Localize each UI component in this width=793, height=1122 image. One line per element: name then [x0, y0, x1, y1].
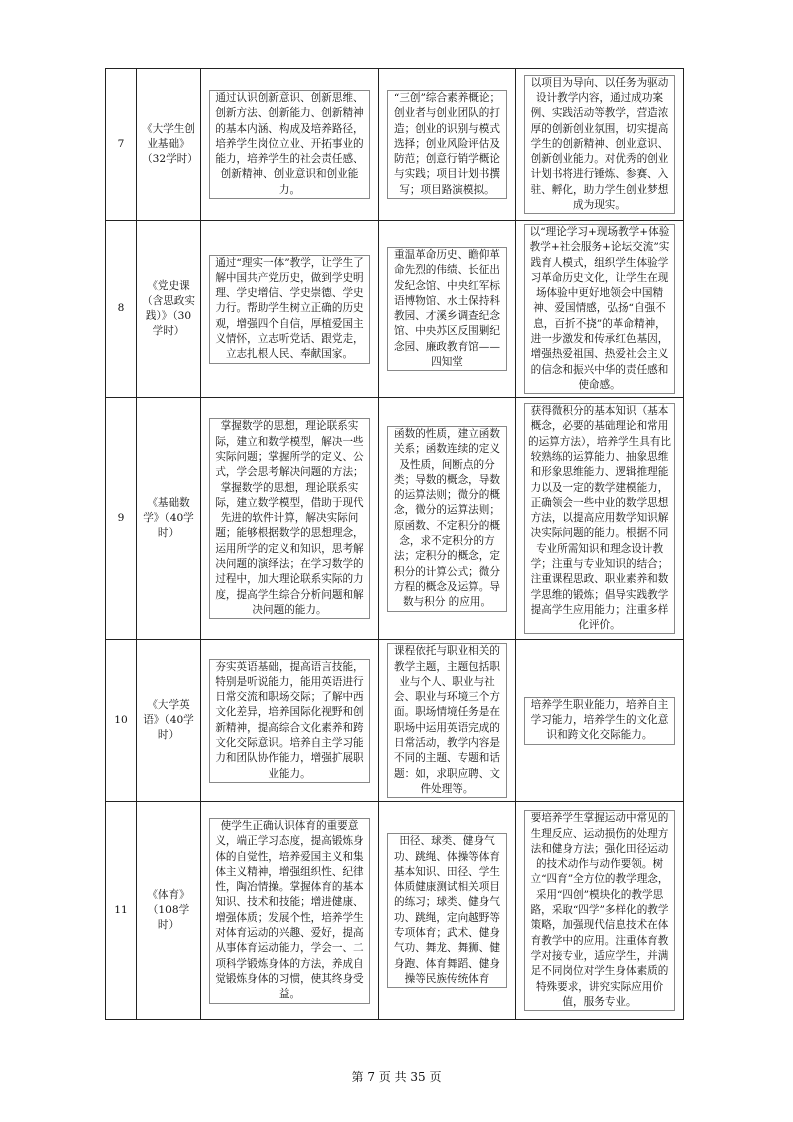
- row-number: 10: [106, 640, 137, 802]
- requirement-cell: [516, 802, 684, 1020]
- row-number: 8: [106, 221, 137, 398]
- objective-cell: [201, 802, 379, 1020]
- content-cell: [379, 221, 516, 398]
- requirement-cell: [516, 69, 684, 221]
- objective-cell: [201, 221, 379, 398]
- teaching-requirement: 以“理论学习+现场教学+体验教学+社会服务+论坛交流”实践育人模式，组织学生体验学习革命历史文化，让学生在现场体验中更好地领会中国精神、爱国情感，弘扬“自强不息，百折不挠”的革命精神，进一步激发和传承红色基因，增强热爱祖国、热爱社会主义的信念和振兴中华的责任感和使命感。: [524, 224, 675, 394]
- teaching-requirement: 培养学生职业能力，培养自主学习能力，培养学生的文化意识和跨文化交际能力。: [524, 697, 675, 745]
- requirement-cell: [516, 221, 684, 398]
- table-row: [106, 221, 684, 398]
- course-content: “三创”综合素养概论；创业者与创业团队的打造；创业的识别与模式选择；创业风险评估及防范；创意行销学概论与实践；项目计划书撰写；项目路演模拟。: [387, 90, 507, 199]
- course-name: 《大学生创业基础》（32学时）: [142, 122, 198, 166]
- teaching-requirement: 以项目为导向、以任务为驱动设计教学内容，通过成功案例、实践活动等教学，营造浓厚的创新创业氛围，切实提高学生的创新精神、创业意识、创新创业能力。对优秀的创业计划书将进行锤炼、参赛、入驻、孵化，助力学生创业梦想成为现实。: [524, 75, 675, 215]
- course-name-cell: [137, 221, 201, 398]
- table-row: [106, 640, 684, 802]
- course-objective: 掌握数学的思想，理论联系实际，建立和数学模型，解决一些实际问题；掌握所学的定义、公式，学会思考解决问题的方法；掌握数学的思想，理论联系实际，建立数学模型，借助于现代先进的软件计算，解决实际问题；能够根据数学的思想理念，运用所学的定义和知识，思考解决问题的演绎法；在学习数学的过程中，加大理论联系实际的力度，提高学生综合分析问题和解决问题的能力。: [209, 418, 370, 619]
- row-number: 11: [106, 802, 137, 1020]
- course-name-cell: [137, 802, 201, 1020]
- teaching-requirement: 获得微积分的基本知识（基本概念，必要的基础理论和常用的运算方法），培养学生具有比较熟练的运算能力、抽象思维和形象思维能力、逻辑推理能力以及一定的数学建模能力，正确领会一些中业的数学思想方法，以提高应用数学知识解决实际问题的能力。根据不同专业所需知识和理念设计教学；注重与专业知识的结合；注重课程思政、职业素养和数学思维的锻炼；倡导实践教学提高学生应用能力；注重多样化评价。: [524, 403, 675, 634]
- course-objective: 使学生正确认识体育的重要意义，端正学习态度，提高锻炼身体的自觉性，培养爱国主义和集体主义精神，增强组织性、纪律性，陶冶情操。掌握体育的基本知识、技术和技能；增进健康、增强体质；发展个性，培养学生对体育运动的兴趣、爱好，提高从事体育运动能力，学会一、二项科学锻炼身体的方法，养成自觉锻炼身体的习惯，使其终身受益。: [209, 818, 370, 1004]
- course-name-cell: [137, 640, 201, 802]
- course-objective: 夯实英语基础，提高语言技能，特别是听说能力，能用英语进行日常交流和职场交际；了解中西文化差异，培养国际化视野和创新精神，提高综合文化素养和跨文化交际意识。培养自主学习能力和团队协作能力，增强扩展职业能力。: [209, 659, 370, 783]
- course-name: 《党史课（含思政实践）》（30学时）: [142, 279, 195, 338]
- course-objective: 通过认识创新意识、创新思维、创新方法、创新能力、创新精神的基本内涵、构成及培养路径，培养学生岗位立业、开拓事业的能力，培养学生的社会责任感、创新精神、创业意识和创业能力。: [209, 90, 370, 199]
- row-number: 7: [106, 69, 137, 221]
- course-content: 重温革命历史、瞻仰革命先烈的伟绩、长征出发纪念馆、中央红军标语博物馆、水土保持科教园、才溪乡调查纪念馆、中央苏区反围剿纪念园、廉政教育馆——四知堂: [387, 247, 507, 371]
- content-cell: [379, 640, 516, 802]
- course-content: 课程依托与职业相关的教学主题，主题包括职业与个人、职业与社会、职业与环境三个方面。职场情境任务是在职场中运用英语完成的日常活动，教学内容是不同的主题、专题和话题：如，求职应聘、文件处理等。: [387, 643, 507, 798]
- content-cell: [379, 398, 516, 640]
- course-name-cell: [137, 398, 201, 640]
- requirement-cell: [516, 398, 684, 640]
- content-cell: [379, 69, 516, 221]
- objective-cell: [201, 640, 379, 802]
- table-row: [106, 69, 684, 221]
- page-number: 第 7 页 共 35 页: [351, 1070, 442, 1084]
- content-cell: [379, 802, 516, 1020]
- course-name: 《体育》（108学时）: [147, 888, 190, 932]
- course-content: 函数的性质，建立函数关系；函数连续的定义及性质，间断点的分类；导数的概念，导数的运算法则；微分的概念，微分的运算法则；原函数、不定积分的概念，求不定积分的方法；定积分的概念，定积分的计算公式；微分方程的概念及运算。导数与积分 的应用。: [387, 426, 507, 612]
- course-name: 《基础数学》（40学时）: [143, 496, 194, 540]
- row-number: 9: [106, 398, 137, 640]
- table-row: [106, 802, 684, 1020]
- course-table: [105, 68, 684, 1020]
- teaching-requirement: 要培养学生掌握运动中常见的生理反应、运动损伤的处理方法和健身方法；强化田径运动的技术动作与动作要领。树立“四育”全方位的教学理念，采用“四创”模块化的教学思路，采取“四学”多样化的教学策略，加强现代信息技术在体育教学中的应用。注重体育教学对接专业，适应学生，并满足不同岗位对学生身体素质的特殊要求，讲究实际应用价值，服务专业。: [524, 810, 675, 1011]
- course-name: 《大学英语》（40学时）: [143, 698, 194, 742]
- course-objective: 通过“理实一体”教学，让学生了解中国共产党历史，做到学史明理、学史增信、学史崇德、学史力行。帮助学生树立正确的历史观，增强四个自信，厚植爱国主义情怀，立志听党话、跟党走，立志扎根人民、奉献国家。: [209, 255, 370, 364]
- objective-cell: [201, 69, 379, 221]
- course-content: 田径、球类、健身气功、跳绳、体操等体育基本知识、田径、学生体质健康测试相关项目的练习；球类、健身气功、跳绳，定向越野等专项体育；武术、健身气功、舞龙、舞狮、健身跑、体育舞蹈、健身操等民族传统体育: [387, 833, 507, 988]
- course-name-cell: [137, 69, 201, 221]
- table-row: [106, 398, 684, 640]
- requirement-cell: [516, 640, 684, 802]
- objective-cell: [201, 398, 379, 640]
